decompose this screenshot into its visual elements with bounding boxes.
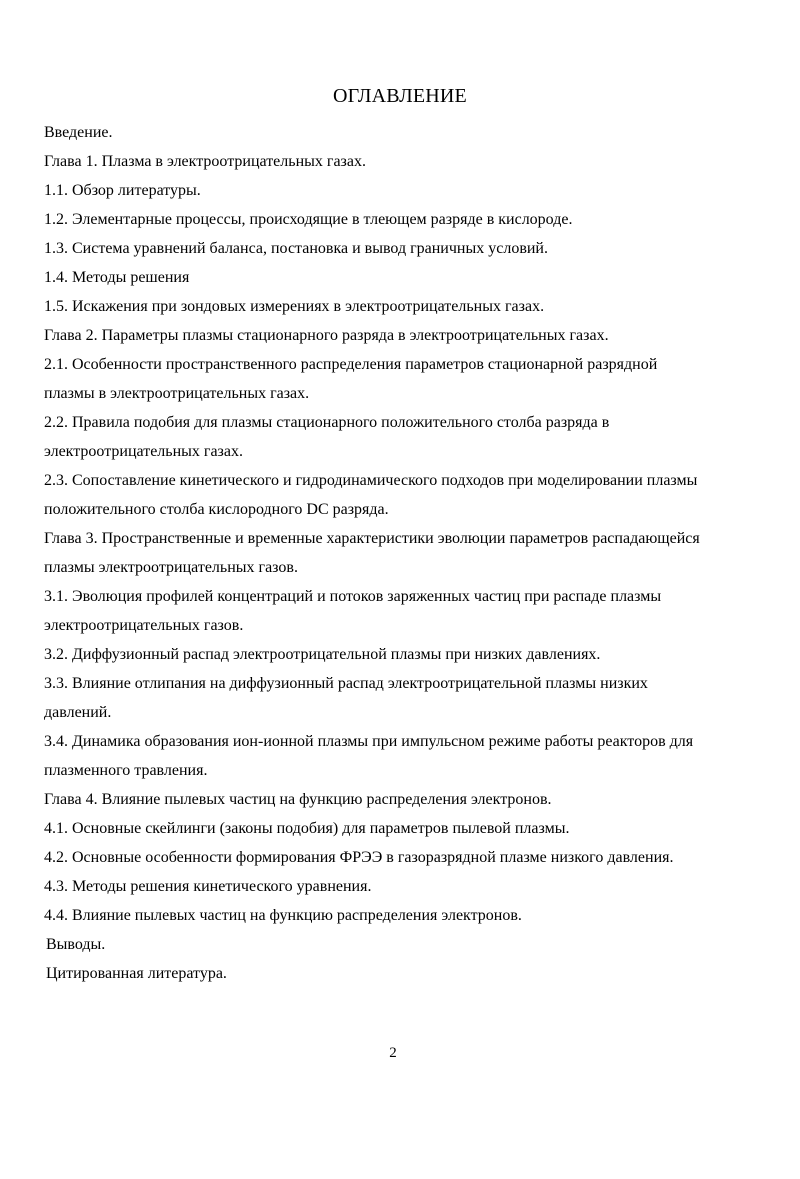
toc-entry: Введение. <box>44 124 113 141</box>
toc-entry: 2.3. Сопоставление кинетического и гидродинамического подходов при моделировании плазмы <box>44 472 698 489</box>
toc-entry: 3.2. Диффузионный распад электроотрицательной плазмы при низких давлениях. <box>44 646 601 663</box>
toc-entry: Выводы. <box>46 936 106 953</box>
toc-entry: 1.3. Система уравнений баланса, постановка и вывод граничных условий. <box>44 240 548 257</box>
toc-entry: 1.4. Методы решения <box>44 269 190 286</box>
toc-entry: Глава 4. Влияние пылевых частиц на функцию распределения электронов. <box>44 791 552 808</box>
toc-entry: давлений. <box>44 704 112 721</box>
toc-entry: плазмы в электроотрицательных газах. <box>44 385 310 402</box>
toc-entry: 4.2. Основные особенности формирования ФРЭЭ в газоразрядной плазме низкого давления. <box>44 849 674 866</box>
toc-entry: 4.4. Влияние пылевых частиц на функцию распределения электронов. <box>44 907 522 924</box>
toc-entry: 3.1. Эволюция профилей концентраций и потоков заряженных частиц при распаде плазмы <box>44 588 662 605</box>
toc-entry: Цитированная литература. <box>46 965 227 982</box>
toc-entry: Глава 3. Пространственные и временные характеристики эволюции параметров распадающейся <box>44 530 700 547</box>
toc-entry: 3.3. Влияние отлипания на диффузионный распад электроотрицательной плазмы низких <box>44 675 648 692</box>
page-number: 2 <box>389 1045 397 1061</box>
toc-entry: положительного столба кислородного DC разряда. <box>44 501 389 518</box>
toc-entry: электроотрицательных газах. <box>44 443 243 460</box>
toc-entry: Глава 2. Параметры плазмы стационарного разряда в электроотрицательных газах. <box>44 327 609 344</box>
toc-entry: 1.5. Искажения при зондовых измерениях в электроотрицательных газах. <box>44 298 545 315</box>
toc-entry: плазменного травления. <box>44 762 208 779</box>
toc-entry: 2.1. Особенности пространственного распределения параметров стационарной разрядной <box>44 356 658 373</box>
toc-entry: 4.1. Основные скейлинги (законы подобия) для параметров пылевой плазмы. <box>44 820 570 837</box>
page-title: ОГЛАВЛЕНИЕ <box>333 85 467 107</box>
toc-entry: 3.4. Динамика образования ион-ионной плазмы при импульсном режиме работы реакторов для <box>44 733 694 750</box>
toc-entry: 4.3. Методы решения кинетического уравнения. <box>44 878 372 895</box>
toc-entry: 1.1. Обзор литературы. <box>44 182 201 199</box>
toc-entry: электроотрицательных газов. <box>44 617 244 634</box>
toc-entry: 1.2. Элементарные процессы, происходящие в тлеющем разряде в кислороде. <box>44 211 573 228</box>
toc-entry: 2.2. Правила подобия для плазмы стационарного положительного столба разряда в <box>44 414 610 431</box>
toc-entry: Глава 1. Плазма в электроотрицательных газах. <box>44 153 366 170</box>
table-of-contents <box>44 118 744 988</box>
toc-entry: плазмы электроотрицательных газов. <box>44 559 298 576</box>
